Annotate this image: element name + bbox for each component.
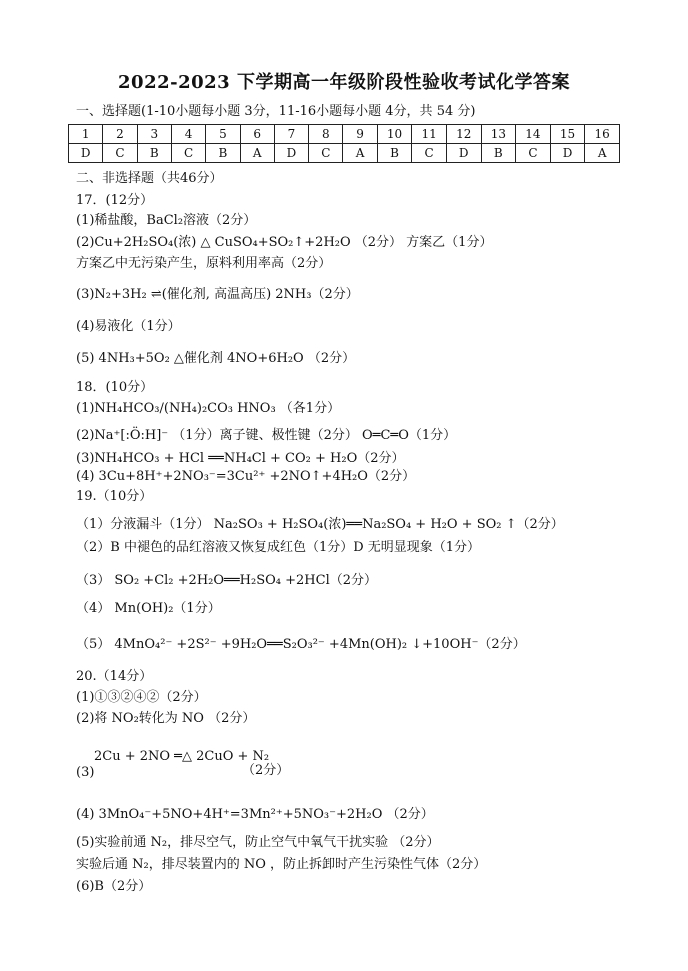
answer-table [68, 124, 620, 163]
answer-cell: B [137, 144, 171, 163]
answer-cell: D [550, 144, 585, 163]
question-number-cell: 16 [585, 125, 620, 144]
answer-cell: D [446, 144, 481, 163]
q17-line-6: (5) 4NH₃+5O₂ △催化剂 4NO+6H₂O （2分） [76, 351, 356, 366]
question-number-cell: 4 [171, 125, 205, 144]
q20-line-1: (1)①③②④②（2分） [76, 690, 207, 705]
answer-cell: A [343, 144, 377, 163]
question-number-cell: 8 [309, 125, 343, 144]
question-number-cell: 12 [446, 125, 481, 144]
q19-line-5: （5） 4MnO₄²⁻ +2S²⁻ +9H₂O══S₂O₃²⁻ +4Mn(OH)₂ ↓+10OH⁻（2分） [76, 637, 526, 652]
q20-heading: 20.（14分） [76, 669, 153, 684]
section2-heading: 二、非选择题（共46分） [76, 171, 223, 186]
answer-cell: B [206, 144, 240, 163]
answer-cell: D [69, 144, 103, 163]
question-number-cell: 6 [240, 125, 274, 144]
q20-line-3-equation: 2Cu + 2NO ═△ 2CuO + N₂ [94, 749, 270, 764]
q17-line-2: (2)Cu+2H₂SO₄(浓) △ CuSO₄+SO₂↑+2H₂O （2分） 方案乙（1分） [76, 235, 493, 250]
q20-line-6: 实验后通 N₂，排尽装置内的 NO ，防止拆卸时产生污染性气体（2分） [76, 857, 487, 872]
question-number-cell: 9 [343, 125, 377, 144]
q20-line-3-score: （2分） [242, 763, 290, 778]
question-number-cell: 13 [481, 125, 516, 144]
answer-cell: C [171, 144, 205, 163]
answer-cell: A [585, 144, 620, 163]
answer-cell: B [481, 144, 516, 163]
page-title: 2022-2023 下学期高一年级阶段性验收考试化学答案 [118, 72, 570, 93]
q19-line-2: （2）B 中褪色的品红溶液又恢复成红色（1分）D 无明显现象（1分） [76, 540, 481, 555]
q17-line-5: (4)易液化（1分） [76, 319, 181, 334]
answer-cell: A [240, 144, 274, 163]
q18-line-2: (2)Na⁺[:Ö:H]⁻ （1分）离子键、极性键（2分） O═C═O（1分） [76, 428, 457, 443]
answer-cell: C [412, 144, 447, 163]
q18-line-3: (3)NH₄HCO₃ + HCl ══NH₄Cl + CO₂ + H₂O（2分） [76, 451, 405, 466]
question-number-cell: 10 [377, 125, 412, 144]
q19-line-1: （1）分液漏斗（1分） Na₂SO₃ + H₂SO₄(浓)══Na₂SO₄ + H₂O + SO₂ ↑（2分） [76, 517, 564, 532]
question-number-cell: 1 [69, 125, 103, 144]
q18-heading: 18．(10分） [76, 380, 154, 395]
answer-cell: C [103, 144, 137, 163]
question-number-cell: 14 [516, 125, 551, 144]
answer-table-answer-row [69, 144, 620, 163]
q20-line-3-label: (3) [76, 765, 95, 780]
answer-cell: C [309, 144, 343, 163]
answer-table-number-row [69, 125, 620, 144]
q20-line-7: (6)B（2分） [76, 879, 152, 894]
q19-heading: 19.（10分） [76, 489, 153, 504]
answer-cell: B [377, 144, 412, 163]
q17-line-4: (3)N₂+3H₂ ⇌(催化剂, 高温高压) 2NH₃（2分） [76, 287, 359, 302]
q19-line-4: （4） Mn(OH)₂（1分） [76, 601, 221, 616]
question-number-cell: 7 [274, 125, 308, 144]
q17-line-3: 方案乙中无污染产生，原料利用率高（2分） [76, 256, 332, 271]
question-number-cell: 15 [550, 125, 585, 144]
question-number-cell: 2 [103, 125, 137, 144]
section1-heading: 一、选择题(1-10小题每小题 3分，11-16小题每小题 4分，共 54 分) [76, 104, 476, 119]
q18-line-1: (1)NH₄HCO₃/(NH₄)₂CO₃ HNO₃ （各1分） [76, 401, 341, 416]
q18-line-4: (4) 3Cu+8H⁺+2NO₃⁻=3Cu²⁺ +2NO↑+4H₂O（2分） [76, 469, 416, 484]
q19-line-3: （3） SO₂ +Cl₂ +2H₂O══H₂SO₄ +2HCl（2分） [76, 573, 378, 588]
question-number-cell: 5 [206, 125, 240, 144]
answer-cell: C [516, 144, 551, 163]
answer-cell: D [274, 144, 308, 163]
q20-line-5: (5)实验前通 N₂，排尽空气，防止空气中氧气干扰实验 （2分） [76, 835, 440, 850]
q17-heading: 17．(12分） [76, 193, 154, 208]
q17-line-1: (1)稀盐酸，BaCl₂溶液（2分） [76, 213, 257, 228]
q20-line-2: (2)将 NO₂转化为 NO （2分） [76, 711, 256, 726]
q20-line-4: (4) 3MnO₄⁻+5NO+4H⁺=3Mn²⁺+5NO₃⁻+2H₂O （2分） [76, 807, 434, 822]
question-number-cell: 3 [137, 125, 171, 144]
question-number-cell: 11 [412, 125, 447, 144]
